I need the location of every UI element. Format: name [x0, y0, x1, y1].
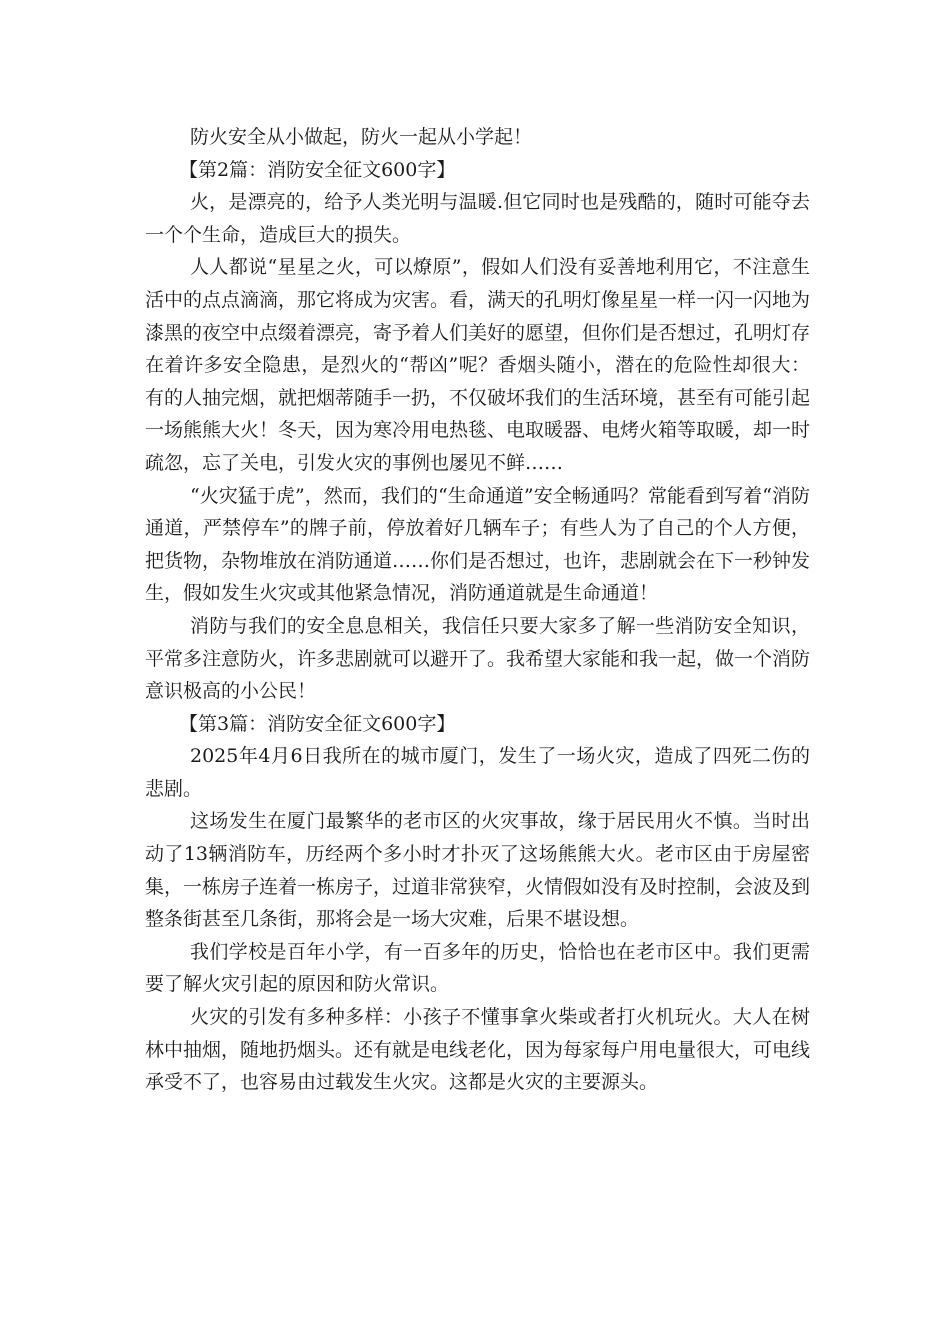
- paragraph: “火灾猛于虎”，然而，我们的“生命通道”安全畅通吗？常能看到写着“消防通道，严禁停车”的牌子前，停放着好几辆车子；有些人为了自己的个人方便，把货物，杂物堆放在消防通道……你们是否想过，也许，悲剧就会在下一秒钟发生，假如发生火灾或其他紧急情况，消防通道就是生命通道！: [145, 484, 811, 605]
- paragraph: 消防与我们的安全息息相关，我信任只要大家多了解一些消防安全知识，平常多注意防火，许多悲剧就可以避开了。我希望大家能和我一起，做一个消防意识极高的小公民！: [145, 614, 811, 703]
- paragraph: 人人都说“星星之火，可以燎原”，假如人们没有妥善地利用它，不注意生活中的点点滴滴，那它将成为灾害。看，满天的孔明灯像星星一样一闪一闪地为漆黑的夜空中点缀着漂亮，寄予着人们美好的愿望，但你们是否想过，孔明灯存在着许多安全隐患，是烈火的“帮凶”呢？香烟头随小，潜在的危险性却很大：有的人抽完烟，就把烟蒂随手一扔，不仅破坏我们的生活环境，甚至有可能引起一场熊熊大火！冬天，因为寒冷用电热毯、电取暖器、电烤火箱等取暖，却一时疏忽，忘了关电，引发火灾的事例也屡见不鲜……: [145, 256, 811, 474]
- paragraph: 我们学校是百年小学，有一百多年的历史，恰恰也在老市区中。我们更需要了解火灾引起的原因和防火常识。: [145, 940, 810, 996]
- paragraph: 火灾的引发有多种多样：小孩子不懂事拿火柴或者打火机玩火。大人在树林中抽烟，随地扔烟头。还有就是电线老化，因为每家每户用电量很大，可电线承受不了，也容易由过载发生火灾。这都是火灾的主要源头。: [145, 1006, 811, 1094]
- section-heading-3: 【第3篇：消防安全征文600字】: [179, 712, 456, 735]
- section-heading-2: 【第2篇：消防安全征文600字】: [179, 158, 456, 181]
- paragraph: 这场发生在厦门最繁华的老市区的火灾事故，缘于居民用火不慎。当时出动了13辆消防车，历经两个多小时才扑灭了这场熊熊大火。老市区由于房屋密集，一栋房子连着一栋房子，过道非常狭窄，火情假如没有及时控制，会波及到整条街甚至几条街，那将会是一场大灾难，后果不堪设想。: [145, 810, 811, 931]
- paragraph: 火，是漂亮的，给予人类光明与温暖.但它同时也是残酷的，随时可能夺去一个个生命，造成巨大的损失。: [145, 191, 810, 246]
- paragraph: 2025年4月6日我所在的城市厦门，发生了一场火灾，造成了四死二伤的悲剧。: [145, 745, 810, 800]
- paragraph-closing-line: 防火安全从小做起，防火一起从小学起！: [190, 126, 533, 148]
- document-body: [145, 121, 810, 1099]
